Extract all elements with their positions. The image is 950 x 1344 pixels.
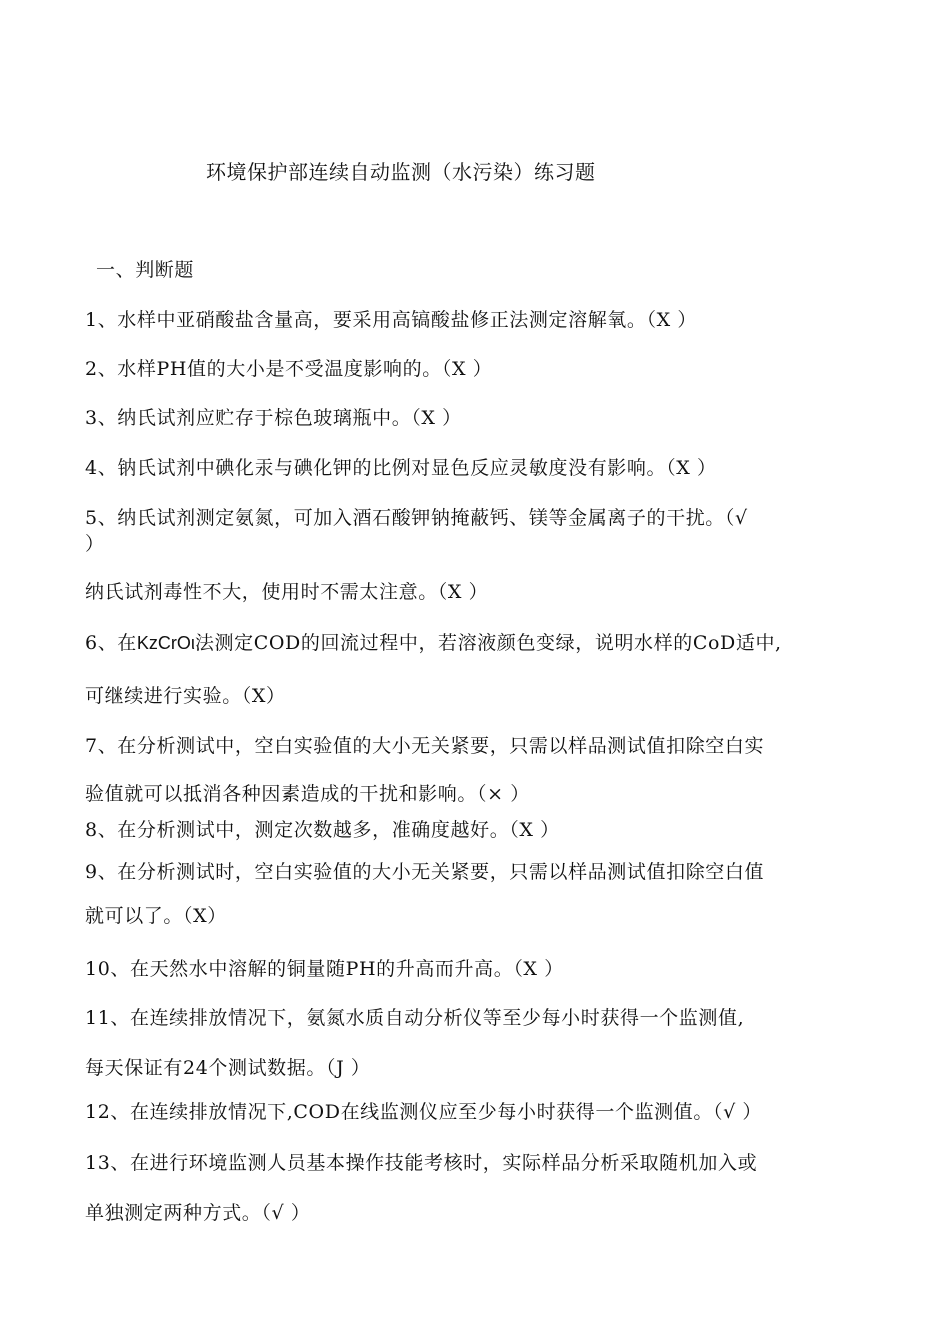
question-2: 2、水样PH值的大小是不受温度影响的。（X ） — [85, 358, 493, 380]
question-8: 8、在分析测试中，测定次数越多，准确度越好。（X ） — [85, 819, 560, 841]
chemical-formula: KzCrOι — [136, 633, 195, 653]
question-3: 3、纳氏试剂应贮存于棕色玻璃瓶中。（X ） — [85, 407, 462, 429]
question-13-line-2: 单独测定两种方式。（√ ） — [85, 1202, 311, 1224]
question-6-line-1 — [85, 630, 782, 656]
question-5-line-1: 5、纳氏试剂测定氨氮，可加入酒石酸钾钠掩蔽钙、镁等金属离子的干扰。（√ — [85, 507, 748, 529]
question-10: 10、在天然水中溶解的铜量随PH的升高而升高。（X ） — [85, 958, 564, 980]
question-11-line-2: 每天保证有24个测试数据。（J ） — [85, 1057, 371, 1079]
section-heading: 一、判断题 — [96, 259, 195, 281]
question-5-line-2: ） — [85, 533, 105, 555]
question-5-line-3: 纳氏试剂毒性不大，使用时不需太注意。（X ） — [85, 581, 489, 603]
question-6-line-2: 可继续进行实验。（X） — [85, 685, 286, 707]
question-4: 4、钠氏试剂中碘化汞与碘化钾的比例对显色反应灵敏度没有影响。（X ） — [85, 457, 717, 479]
question-13-line-1: 13、在进行环境监测人员基本操作技能考核时，实际样品分析采取随机加入或 — [85, 1152, 758, 1174]
question-12: 12、在连续排放情况下,COD在线监测仪应至少每小时获得一个监测值。（√ ） — [85, 1101, 763, 1123]
question-6-suffix: 法测定COD的回流过程中，若溶液颜色变绿，说明水样的CoD适中, — [194, 632, 782, 654]
document-title: 环境保护部连续自动监测（水污染）练习题 — [206, 160, 596, 184]
question-7-line-1: 7、在分析测试中，空白实验值的大小无关紧要，只需以样品测试值扣除空白实 — [85, 735, 765, 757]
question-1: 1、水样中亚硝酸盐含量高，要采用高镐酸盐修正法测定溶解氧。（X ） — [85, 309, 697, 331]
question-9-line-1: 9、在分析测试时，空白实验值的大小无关紧要，只需以样品测试值扣除空白值 — [85, 861, 765, 883]
question-6-prefix: 6、在 — [85, 632, 137, 654]
question-9-line-2: 就可以了。（X） — [85, 905, 227, 927]
question-7-line-2: 验值就可以抵消各种因素造成的干扰和影响。（× ） — [85, 783, 530, 805]
question-11-line-1: 11、在连续排放情况下，氨氮水质自动分析仪等至少每小时获得一个监测值, — [85, 1007, 745, 1029]
